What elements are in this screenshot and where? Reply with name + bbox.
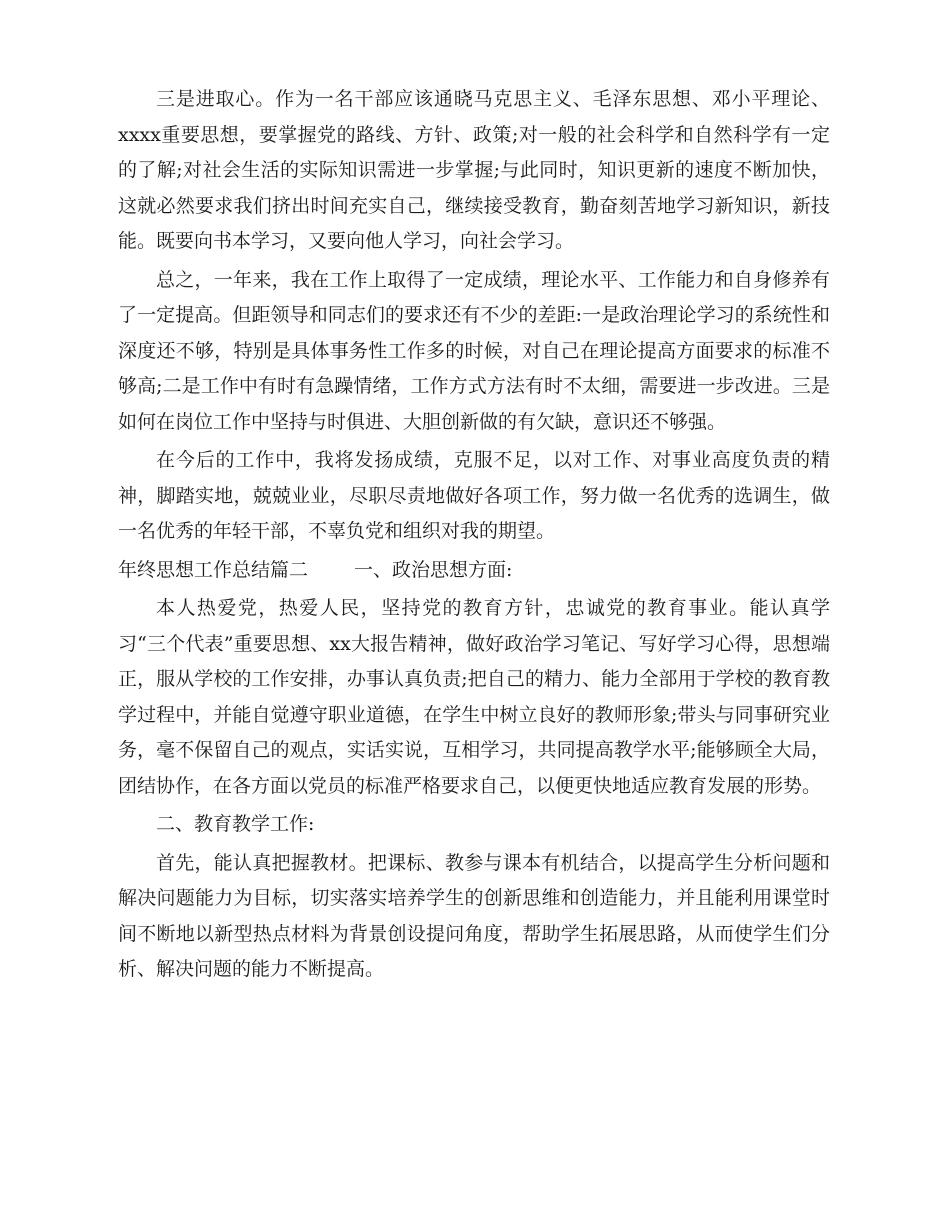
paragraph-summary: 总之，一年来，我在工作上取得了一定成绩，理论水平、工作能力和自身修养有了一定提高。但距领导和同志们的要求还有不少的差距:一是政治理论学习的系统性和深度还不够，特别是具体事务性工作多的时候，对自己在理论提高方面要求的标准不够高;二是工作中有时有急躁情绪，工作方式方法有时不太细，需要进一步改进。三是如何在岗位工作中坚持与时俱进、大胆创新做的有欠缺，意识还不够强。 (118, 268, 830, 433)
paragraph-teaching: 首先，能认真把握教材。把课标、教参与课本有机结合，以提高学生分析问题和解决问题能力为目标，切实落实培养学生的创新思维和创造能力，并且能利用课堂时间不断地以新型热点材料为背景创设提问角度，帮助学生拓展思路，从而使学生们分析、解决问题的能力不断提高。 (118, 851, 830, 980)
document-body (118, 82, 830, 991)
paragraph-politics: 本人热爱党，热爱人民，坚持党的教育方针，忠诚党的教育事业。能认真学习“三个代表”重要思想、xx大报告精神，做好政治学习笔记、写好学习心得，思想端正，服从学校的工作安排，办事认真负责;把自己的精力、能力全部用于学校的教育教学过程中，并能自觉遵守职业道德，在学生中树立良好的教师形象;带头与同事研究业务，毫不保留自己的观点，实话实说，互相学习，共同提高教学水平;能够顾全大局，团结协作，在各方面以党员的标准严格要求自己，以便更快地适应教育发展的形势。 (118, 597, 830, 797)
section-subtitle: 一、政治思想方面: (354, 558, 513, 581)
section-heading (118, 553, 830, 589)
section-two-title: 二、教育教学工作: (156, 813, 315, 835)
paragraph-ambition: 三是进取心。作为一名干部应该通晓马克思主义、毛泽东思想、邓小平理论、xxxx重要思想，要掌握党的路线、方针、政策;对一般的社会科学和自然科学有一定的了解;对社会生活的实际知识需进一步掌握;与此同时，知识更新的速度不断加快，这就必然要求我们挤出时间充实自己，继续接受教育，勤奋刻苦地学习新知识，新技能。既要向书本学习，又要向他人学习，向社会学习。 (118, 88, 830, 252)
paragraph-future-work: 在今后的工作中，我将发扬成绩，克服不足，以对工作、对事业高度负责的精神，脚踏实地，兢兢业业，尽职尽责地做好各项工作，努力做一名优秀的选调生，做一名优秀的年轻干部，不辜负党和组织对我的期望。 (118, 449, 830, 542)
section-title: 年终思想工作总结篇二 (118, 558, 309, 581)
